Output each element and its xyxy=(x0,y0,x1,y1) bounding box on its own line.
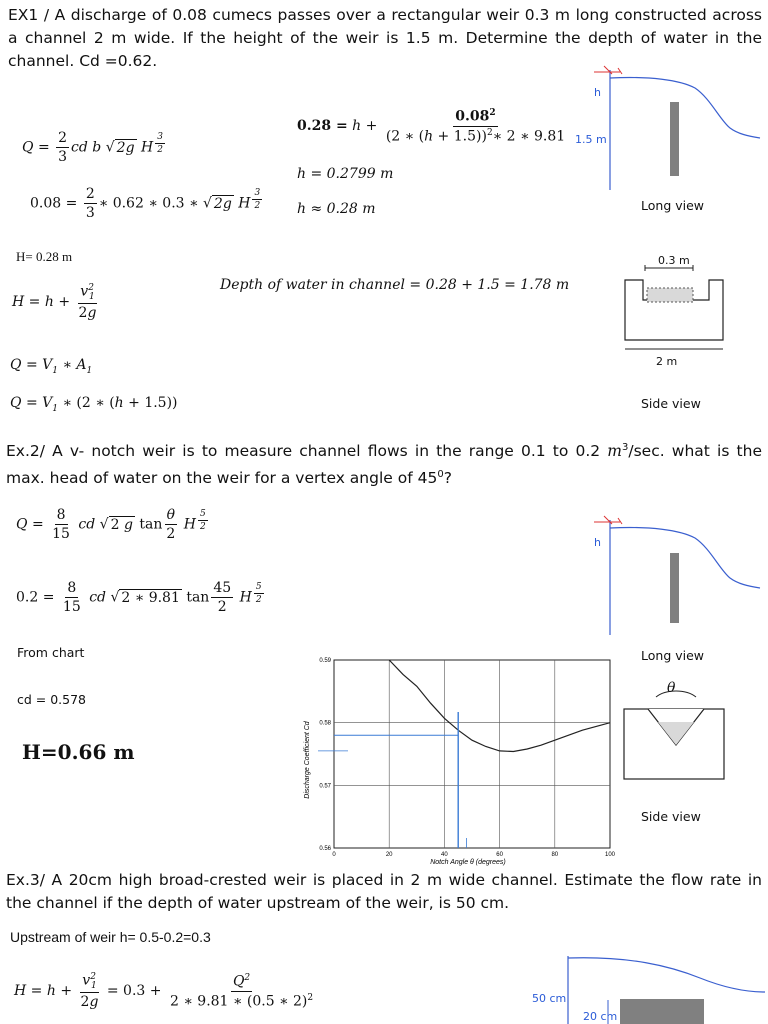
ex1-heading: EX1 / A discharge of 0.08 cumecs passes over a rectangular weir 0.3 m long constructed across a channel 2 m wide. If the height of the weir is 1.5 m. Determine the depth of water in the channel. Cd =0.62. xyxy=(8,6,762,70)
chart-x-tick-label: 20 xyxy=(385,852,393,858)
ex1-water-profile xyxy=(610,77,760,138)
ex3-broad-crested-diagram xyxy=(520,948,765,1024)
ex1-h-approx: h ≈ 0.28 m xyxy=(297,201,376,217)
ex3-heading: Ex.3/ A 20cm high broad-crested weir is placed in 2 m wide channel. Estimate the flow rate in the channel if the depth of water upstream of the weir, is 50 cm. xyxy=(6,871,762,912)
ex1-water-section xyxy=(647,288,693,302)
ex3-upstream-text: Upstream of weir h= 0.5-0.2=0.3 xyxy=(10,929,211,945)
ex1-long-view-label: Long view xyxy=(641,198,705,213)
ex3-weir-block xyxy=(620,999,704,1024)
ex1-discharge-formula: Q = $\frac{2}{3}$ cd b √ 2g H $^{\frac{3}{2}}$ xyxy=(22,130,163,165)
ex2-water-surface-mark xyxy=(594,516,622,524)
ex1-substituted-formula: 0.08 = $\frac{2}{3}$ ∗ 0.62 ∗ 0.3 ∗ √ 2g H $^{\frac{3}{2}}$ xyxy=(30,186,261,221)
chart-y-tick-label: 0.58 xyxy=(319,720,331,727)
discharge-coefficient-chart xyxy=(296,650,622,868)
ex2-long-view-label: Long view xyxy=(641,648,705,663)
chart-y-axis-label: Discharge Coefficient Cd xyxy=(304,721,311,799)
ex1-weir-length-label: 0.3 m xyxy=(658,254,690,267)
ex3-depth-label: 50 cm xyxy=(532,992,567,1005)
ex3-weir-label: 20 cm xyxy=(583,1010,618,1023)
ex1-h-marker: h xyxy=(594,86,601,99)
ex2-H-result: H=0.66 m xyxy=(22,740,135,764)
ex1-continuity-substituted: $Q = V_1$ ∗ (2 ∗ (h + 1.5)) xyxy=(10,395,178,414)
ex2-h-marker: h xyxy=(594,536,601,549)
chart-x-tick-label: 40 xyxy=(441,852,448,858)
ex2-theta-label: θ xyxy=(667,680,676,696)
ex3-energy-equation: H = h + $\frac{v^2_1}{2g}$ = 0.3 + $\frac{Q^2}{2 ∗ 9.81 ∗ (0.5 ∗ 2)^2}$ xyxy=(14,972,314,1011)
ex2-heading: Ex.2/ A v- notch weir is to measure channel flows in the range 0.1 to 0.2 $m^3/\sec$. what is the max. head of water on the weir for a vertex angle of $45^0$? xyxy=(6,442,762,488)
ex1-water-surface-mark xyxy=(594,66,622,74)
ex1-side-view-label: Side view xyxy=(641,396,701,411)
ex1-channel-width-label: 2 m xyxy=(656,355,678,368)
chart-x-tick-label: 60 xyxy=(496,852,503,858)
chart-y-tick-label: 0.57 xyxy=(319,783,331,790)
ex1-depth-result: Depth of water in channel = 0.28 + 1.5 = 1.78 m xyxy=(220,277,570,293)
ex2-vnotch-substituted: 0.2 = $\frac{8}{15}$ cd √ 2 ∗ 9.81 tan $\frac{45}{2}$ H $^{\frac{5}{2}}$ xyxy=(16,580,262,615)
ex2-weir-plate xyxy=(670,553,679,623)
ex2-water-profile xyxy=(610,527,760,588)
chart-plot-area xyxy=(334,660,610,848)
ex2-notch-water xyxy=(658,722,694,745)
ex1-weir-height-label: 1.5 m xyxy=(575,133,607,146)
chart-x-tick-label: 0 xyxy=(332,852,336,858)
chart-ticks xyxy=(319,658,615,858)
chart-x-axis-label: Notch Angle θ (degrees) xyxy=(430,859,506,866)
ex2-vnotch-formula: Q = $\frac{8}{15}$ cd √ 2 g tan $\frac{\theta}{2}$ H $^{\frac{5}{2}}$ xyxy=(16,507,206,542)
ex2-from-chart: From chart xyxy=(17,645,85,660)
ex1-H-result: H= 0.28 m xyxy=(16,249,73,264)
ex3-water-profile xyxy=(568,958,765,992)
ex2-long-view-diagram xyxy=(570,510,765,645)
ex2-cd-value: cd = 0.578 xyxy=(17,692,87,707)
chart-y-tick-label: 0.56 xyxy=(319,846,331,852)
ex1-energy-equation: H = h + $\frac{v^2_1}{2g}$ xyxy=(12,283,97,322)
chart-x-tick-label: 80 xyxy=(551,852,559,858)
ex1-h-result: h = 0.2799 m xyxy=(297,166,394,182)
ex1-head-equation: 0.28 = h + $\frac{0.08^2}{(2 ∗ (h + 1.5))^2∗ 2 ∗ 9.81}$ xyxy=(297,108,566,145)
ex2-side-view-label: Side view xyxy=(641,809,701,824)
ex1-side-view-diagram xyxy=(615,252,735,362)
chart-y-tick-label: 0.59 xyxy=(319,658,331,664)
ex1-weir-plate xyxy=(670,102,679,176)
chart-grid xyxy=(334,660,610,848)
ex1-continuity-equation: $Q = V_1$ ∗ $A_1$ xyxy=(10,357,93,376)
chart-x-tick-label: 100 xyxy=(604,852,616,858)
